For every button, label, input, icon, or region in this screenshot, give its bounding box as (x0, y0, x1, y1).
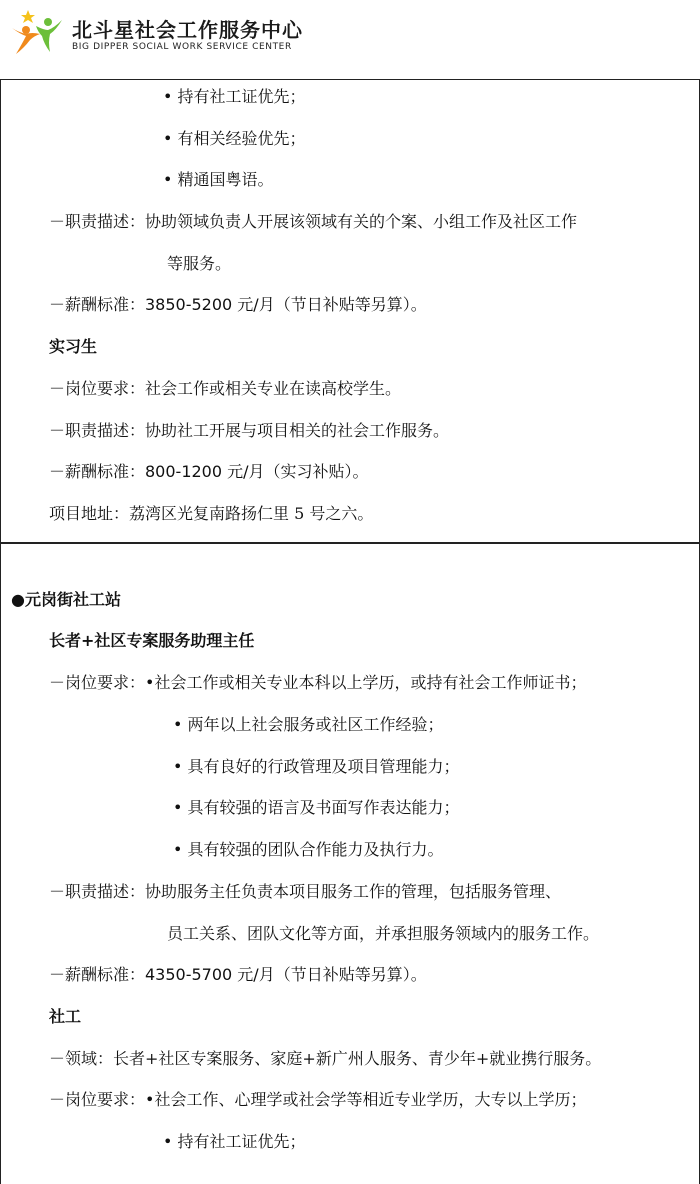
page-header (0, 0, 700, 80)
org-logo-icon (10, 8, 72, 60)
requirement-bullet: • 具有较强的语言及书面写作表达能力； (173, 798, 460, 817)
duty-description-cont: 等服务。 (167, 254, 232, 273)
org-name-en: BIG DIPPER SOCIAL WORK SERVICE CENTER (72, 42, 292, 52)
job-section-1 (0, 79, 700, 543)
duty-description: －职责描述：协助领域负责人开展该领域有关的个案、小组工作及社区工作 (49, 212, 578, 231)
requirement-bullet: • 具有良好的行政管理及项目管理能力； (173, 757, 460, 776)
duty-description: －职责描述：协助服务主任负责本项目服务工作的管理，包括服务管理、 (49, 882, 562, 901)
salary-standard: －薪酬标准：800-1200 元/月（实习补贴）。 (49, 462, 369, 481)
requirement-bullet: • 具有较强的团队合作能力及执行力。 (173, 840, 444, 859)
requirement-bullet: • 持有社工证优先； (163, 87, 306, 106)
requirement-bullet: • 持有社工证优先； (163, 1132, 306, 1151)
duty-description: －职责描述：协助社工开展与项目相关的社会工作服务。 (49, 421, 450, 440)
requirement-bullet: • 有相关经验优先； (163, 129, 306, 148)
project-address: 项目地址：荔湾区光复南路扬仁里 5 号之六。 (49, 504, 374, 523)
duty-description-cont: 员工关系、团队文化等方面，并承担服务领域内的服务工作。 (167, 924, 600, 943)
position-requirement: －岗位要求：社会工作或相关专业在读高校学生。 (49, 379, 402, 398)
org-name-cn: 北斗星社会工作服务中心 (72, 18, 303, 42)
position-requirement: －岗位要求：•社会工作或相关专业本科以上学历，或持有社会工作师证书； (49, 673, 587, 692)
position-title: 社工 (49, 1007, 82, 1026)
requirement-bullet: • 两年以上社会服务或社区工作经验； (173, 715, 444, 734)
job-section-2 (0, 543, 700, 1184)
salary-standard: －薪酬标准：3850-5200 元/月（节日补贴等另算）。 (49, 295, 427, 314)
position-requirement: －岗位要求：•社会工作、心理学或社会学等相近专业学历，大专以上学历； (49, 1090, 587, 1109)
salary-standard: －薪酬标准：4350-5700 元/月（节日补贴等另算）。 (49, 965, 427, 984)
position-title: 长者+社区专案服务助理主任 (49, 631, 255, 650)
service-domain: －领域：长者+社区专案服务、家庭+新广州人服务、青少年+就业携行服务。 (49, 1049, 602, 1068)
position-title: 实习生 (49, 337, 98, 356)
requirement-bullet: • 精通国粤语。 (163, 170, 274, 189)
station-heading: ●元岗街社工站 (11, 590, 121, 609)
